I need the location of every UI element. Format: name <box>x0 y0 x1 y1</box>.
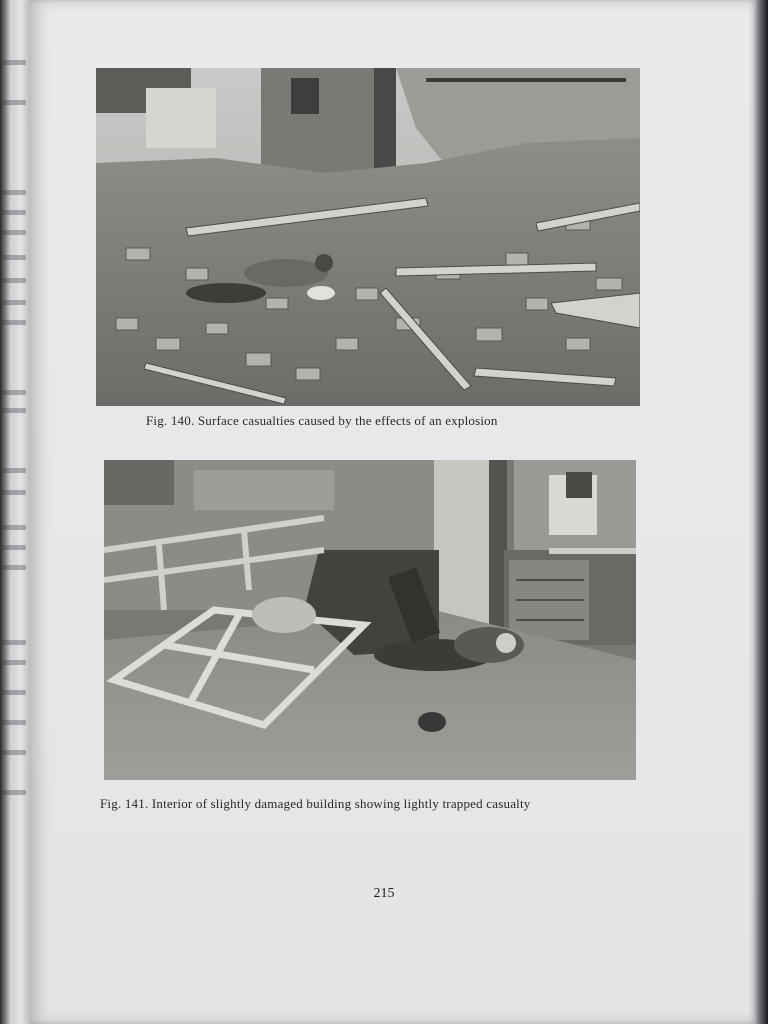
figure-140-photo <box>96 68 640 406</box>
page-number: 215 <box>373 886 395 901</box>
scan-right-edge <box>754 0 768 1024</box>
facing-page-edge <box>0 0 30 1024</box>
figure-141-caption: Fig. 141. Interior of slightly damaged building showing lightly trapped casualty <box>100 796 531 811</box>
figure-140-caption: Fig. 140. Surface casualties caused by the effects of an explosion <box>146 413 498 428</box>
figure-141-photo <box>104 460 636 780</box>
